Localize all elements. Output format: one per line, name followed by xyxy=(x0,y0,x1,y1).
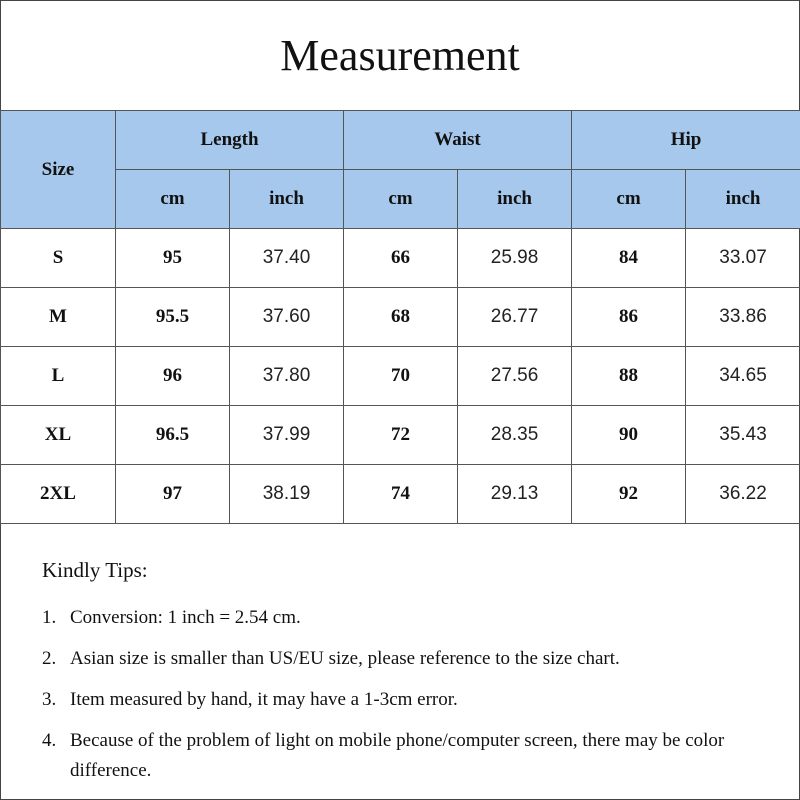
tip-item xyxy=(42,603,762,633)
unit-header: inch xyxy=(686,170,800,229)
hip-cm-cell: 92 xyxy=(572,465,686,524)
unit-header: cm xyxy=(344,170,458,229)
table-row xyxy=(1,406,800,465)
unit-header: cm xyxy=(572,170,686,229)
hip-inch-cell: 36.22 xyxy=(686,465,800,524)
waist-inch-cell: 25.98 xyxy=(458,229,572,288)
waist-cm-cell: 72 xyxy=(344,406,458,465)
length-cm-cell: 95.5 xyxy=(116,288,230,347)
hip-inch-cell: 35.43 xyxy=(686,406,800,465)
table-row xyxy=(1,229,800,288)
size-chart-table xyxy=(0,110,800,524)
tip-number: 4. xyxy=(42,730,57,751)
size-cell: S xyxy=(1,229,116,288)
tip-item xyxy=(42,726,762,786)
hip-cm-cell: 90 xyxy=(572,406,686,465)
length-inch-cell: 37.60 xyxy=(230,288,344,347)
waist-cm-cell: 68 xyxy=(344,288,458,347)
kindly-tips xyxy=(42,560,762,797)
waist-cm-cell: 66 xyxy=(344,229,458,288)
waist-inch-cell: 26.77 xyxy=(458,288,572,347)
waist-cm-cell: 70 xyxy=(344,347,458,406)
size-cell: M xyxy=(1,288,116,347)
waist-inch-cell: 29.13 xyxy=(458,465,572,524)
length-inch-cell: 37.99 xyxy=(230,406,344,465)
hip-inch-cell: 34.65 xyxy=(686,347,800,406)
length-cm-cell: 97 xyxy=(116,465,230,524)
tip-item xyxy=(42,685,762,715)
unit-header: inch xyxy=(458,170,572,229)
hip-cm-cell: 86 xyxy=(572,288,686,347)
hip-inch-cell: 33.86 xyxy=(686,288,800,347)
hip-inch-cell: 33.07 xyxy=(686,229,800,288)
tip-number: 2. xyxy=(42,648,57,669)
length-inch-cell: 37.80 xyxy=(230,347,344,406)
tips-title: Kindly Tips: xyxy=(42,558,148,582)
tip-text: Asian size is smaller than US/EU size, please reference to the size chart. xyxy=(70,648,620,669)
hip-cm-cell: 84 xyxy=(572,229,686,288)
length-inch-cell: 37.40 xyxy=(230,229,344,288)
size-cell: L xyxy=(1,347,116,406)
unit-header: inch xyxy=(230,170,344,229)
tip-number: 1. xyxy=(42,607,57,628)
length-cm-cell: 96 xyxy=(116,347,230,406)
hip-cm-cell: 88 xyxy=(572,347,686,406)
tip-item xyxy=(42,644,762,674)
waist-inch-cell: 28.35 xyxy=(458,406,572,465)
page-title: Measurement xyxy=(280,31,520,80)
tip-text: Item measured by hand, it may have a 1-3cm error. xyxy=(70,689,458,710)
table-row xyxy=(1,465,800,524)
hip-header: Hip xyxy=(572,111,800,170)
table-row xyxy=(1,288,800,347)
tip-text: Because of the problem of light on mobile phone/computer screen, there may be color difference. xyxy=(70,730,725,781)
table-row xyxy=(1,347,800,406)
length-header: Length xyxy=(116,111,344,170)
tip-text: Conversion: 1 inch = 2.54 cm. xyxy=(70,607,301,628)
size-header: Size xyxy=(1,111,116,229)
length-cm-cell: 95 xyxy=(116,229,230,288)
waist-header: Waist xyxy=(344,111,572,170)
size-cell: XL xyxy=(1,406,116,465)
waist-cm-cell: 74 xyxy=(344,465,458,524)
tip-number: 3. xyxy=(42,689,57,710)
unit-header: cm xyxy=(116,170,230,229)
size-cell: 2XL xyxy=(1,465,116,524)
waist-inch-cell: 27.56 xyxy=(458,347,572,406)
tips-list xyxy=(42,603,762,786)
length-cm-cell: 96.5 xyxy=(116,406,230,465)
length-inch-cell: 38.19 xyxy=(230,465,344,524)
